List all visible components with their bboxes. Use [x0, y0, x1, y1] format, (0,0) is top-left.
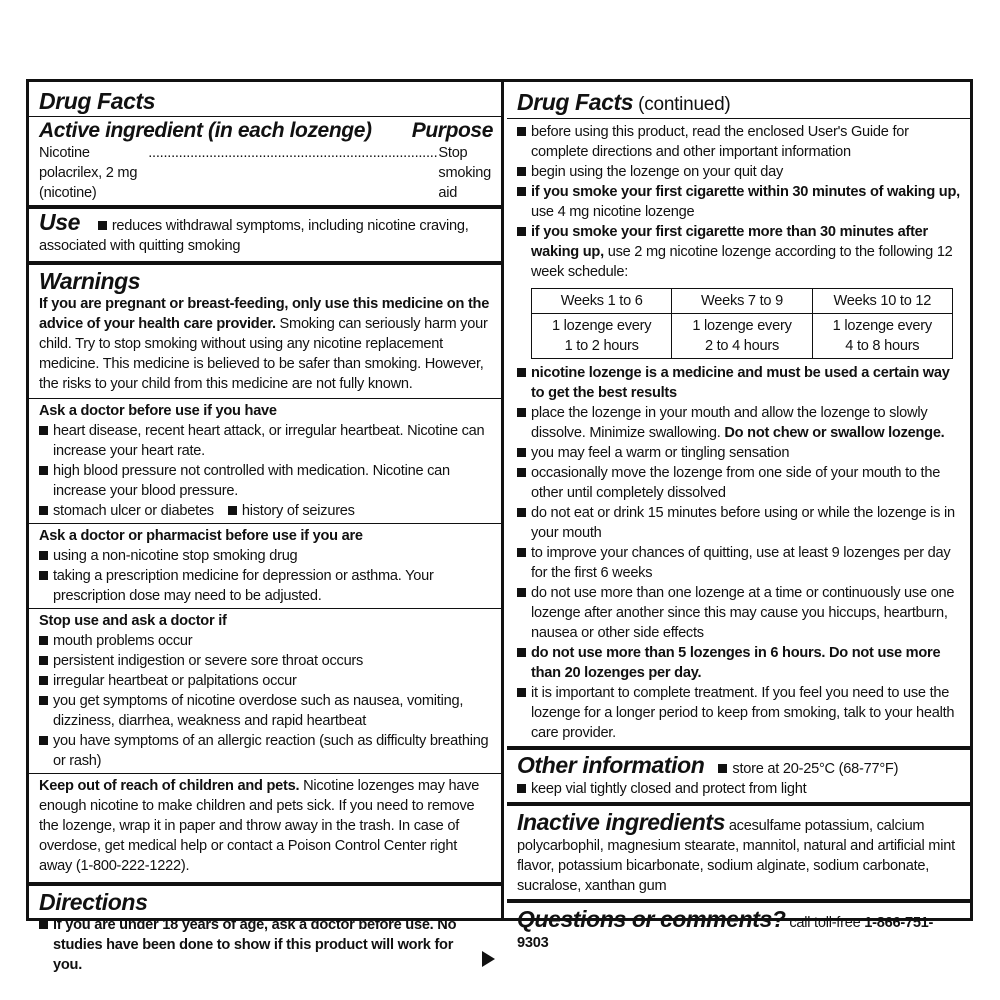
purpose-heading: Purpose [411, 119, 493, 142]
bullet-icon [517, 508, 526, 517]
list-item: if you are under 18 years of age, ask a doctor before use. No studies have been done to show if this product will work for you. [39, 915, 493, 975]
active-ingredient-section [29, 116, 501, 209]
bullet-icon [39, 920, 48, 929]
right-column [507, 82, 970, 951]
bullet-icon [517, 688, 526, 697]
bullet-icon [517, 784, 526, 793]
bullet-icon [517, 187, 526, 196]
continued-label: (continued) [633, 94, 731, 115]
bullet-icon [517, 548, 526, 557]
title-section [29, 82, 501, 114]
stop-use-heading: Stop use and ask a doctor if [39, 613, 227, 629]
list-item: you may feel a warm or tingling sensation [517, 443, 962, 463]
table-cell: 1 lozenge every 1 to 2 hours [532, 314, 672, 359]
questions-text: call toll-free [785, 915, 865, 931]
bullet-icon [517, 127, 526, 136]
list-item: do not use more than one lozenge at a time or continuously use one lozenge after another since this may cause you hiccups, heartburn, nausea or other side effects [517, 583, 962, 643]
bullet-icon [228, 506, 237, 515]
list-item: occasionally move the lozenge from one side of your mouth to the other until completely dissolved [517, 463, 962, 503]
bullet-icon [517, 648, 526, 657]
bullet-icon [39, 636, 48, 645]
keep-out-bold: Keep out of reach of children and pets. [39, 778, 300, 794]
list-item: you have symptoms of an allergic reaction (such as difficulty breathing or rash) [39, 731, 493, 771]
list-item: begin using the lozenge on your quit day [517, 162, 962, 182]
table-header-cell: Weeks 7 to 9 [672, 289, 812, 314]
inactive-ingredients-heading: Inactive ingredients [517, 809, 726, 835]
bullet-icon [718, 764, 727, 773]
inactive-ingredients-text: acesulfame potassium, calcium polycarbophil, magnesium stearate, mannitol, natural and artificial mint flavor, potassium bicarbonate, sodium alginate, sodium carbonate, sucralose, xanthan gum [517, 818, 955, 894]
bullet-icon [39, 466, 48, 475]
list-item: if you smoke your first cigarette more than 30 minutes after waking up, use 2 mg nicotine lozenge according to the following 12 week schedule: [517, 222, 962, 282]
bullet-icon [39, 426, 48, 435]
warnings-heading: Warnings [39, 268, 141, 294]
ask-doctor-heading: Ask a doctor before use if you have [39, 403, 277, 419]
bullet-icon [39, 676, 48, 685]
list-item: place the lozenge in your mouth and allow the lozenge to slowly dissolve. Minimize swallowing. Do not chew or swallow lozenge. [517, 403, 962, 443]
bullet-icon [517, 167, 526, 176]
bullet-icon [517, 448, 526, 457]
pregnancy-warning-text: Smoking can seriously harm your child. Try to stop smoking without using any nicotine replacement medicine. This medicine is believed to be safer than smoking. However, the risks to your child from this medicine are not fully known. [39, 316, 488, 392]
use-text: reduces withdrawal symptoms, including nicotine craving, associated with quitting smoking [39, 218, 469, 254]
left-column [29, 82, 504, 973]
directions-section [29, 886, 501, 975]
bullet-icon [39, 656, 48, 665]
ask-pharmacist-section [29, 524, 501, 609]
ingredient-name: Nicotine polacrilex, 2 mg (nicotine) [39, 145, 138, 201]
pregnancy-warning-bold: If you are pregnant or breast-feeding, only use this medicine on the advice of your health care provider. [39, 296, 490, 332]
use-heading: Use [39, 209, 80, 235]
table-cell: 1 lozenge every 4 to 8 hours [812, 314, 952, 359]
keep-out-section [29, 774, 501, 886]
ingredient-purpose: Stop smoking aid [438, 145, 491, 201]
table-header-row [532, 289, 953, 314]
list-item: stomach ulcer or diabetes history of seizures [39, 501, 493, 521]
list-item: do not use more than 5 lozenges in 6 hours. Do not use more than 20 lozenges per day. [517, 643, 962, 683]
list-item: do not eat or drink 15 minutes before using or while the lozenge is in your mouth [517, 503, 962, 543]
continue-arrow-icon [482, 951, 495, 967]
bullet-icon [517, 588, 526, 597]
active-ingredient-heading: Active ingredient (in each lozenge) [39, 119, 372, 142]
warnings-section [29, 265, 501, 399]
use-section [29, 209, 501, 265]
list-item: taking a prescription medicine for depression or asthma. Your prescription dose may need to be adjusted. [39, 566, 493, 606]
list-item: high blood pressure not controlled with medication. Nicotine can increase your blood pressure. [39, 461, 493, 501]
inactive-ingredients-section [507, 806, 970, 903]
list-item: mouth problems occur [39, 631, 493, 651]
ask-doctor-section [29, 399, 501, 524]
bullet-icon [39, 571, 48, 580]
list-item: it is important to complete treatment. If you feel you need to use the lozenge for a longer period to keep from smoking, talk to your health care provider. [517, 683, 962, 743]
list-item: keep vial tightly closed and protect from light [517, 779, 962, 799]
bullet-icon [98, 221, 107, 230]
drug-facts-title: Drug Facts [39, 88, 156, 114]
directions-heading: Directions [39, 889, 148, 915]
bullet-icon [517, 227, 526, 236]
list-item: if you smoke your first cigarette within 30 minutes of waking up, use 4 mg nicotine lozenge [517, 182, 962, 222]
drug-facts-continued-title: Drug Facts [517, 89, 634, 115]
list-item: before using this product, read the enclosed User's Guide for complete directions and other important information [517, 122, 962, 162]
list-item: using a non-nicotine stop smoking drug [39, 546, 493, 566]
table-cell: 1 lozenge every 2 to 4 hours [672, 314, 812, 359]
table-header-cell: Weeks 10 to 12 [812, 289, 952, 314]
phone-number: 1-866-751-9303 [517, 915, 934, 951]
directions-continued-section [507, 119, 970, 750]
bullet-icon [39, 551, 48, 560]
continued-title-section [507, 82, 970, 119]
leader-dots: ............................................................................ [148, 145, 438, 161]
list-item: irregular heartbeat or palpitations occur [39, 671, 493, 691]
other-information-section [507, 750, 970, 806]
list-item: persistent indigestion or severe sore throat occurs [39, 651, 493, 671]
stop-use-section [29, 609, 501, 774]
storage-text: store at 20-25°C (68-77°F) [732, 761, 899, 777]
table-row [532, 314, 953, 359]
bullet-icon [39, 506, 48, 515]
list-item: heart disease, recent heart attack, or irregular heartbeat. Nicotine can increase your heart rate. [39, 421, 493, 461]
bullet-icon [517, 468, 526, 477]
list-item: you get symptoms of nicotine overdose such as nausea, vomiting, dizziness, diarrhea, weakness and rapid heartbeat [39, 691, 493, 731]
list-item: nicotine lozenge is a medicine and must be used a certain way to get the best results [517, 363, 962, 403]
bullet-icon [39, 736, 48, 745]
dosing-schedule-table [531, 288, 953, 359]
bullet-icon [39, 696, 48, 705]
table-header-cell: Weeks 1 to 6 [532, 289, 672, 314]
questions-heading: Questions or comments? [517, 906, 786, 932]
bullet-icon [517, 368, 526, 377]
ask-pharmacist-heading: Ask a doctor or pharmacist before use if you are [39, 528, 363, 544]
list-item: to improve your chances of quitting, use at least 9 lozenges per day for the first 6 weeks [517, 543, 962, 583]
keep-out-text: Nicotine lozenges may have enough nicotine to make children and pets sick. If you need to remove the lozenge, wrap it in paper and throw away in the trash. In case of overdose, get medical help or contact a Poison Control Center right away (1-800-222-1222). [39, 778, 480, 874]
drug-facts-label [26, 79, 973, 973]
questions-section [507, 903, 970, 953]
bullet-icon [517, 408, 526, 417]
other-information-heading: Other information [517, 752, 705, 778]
